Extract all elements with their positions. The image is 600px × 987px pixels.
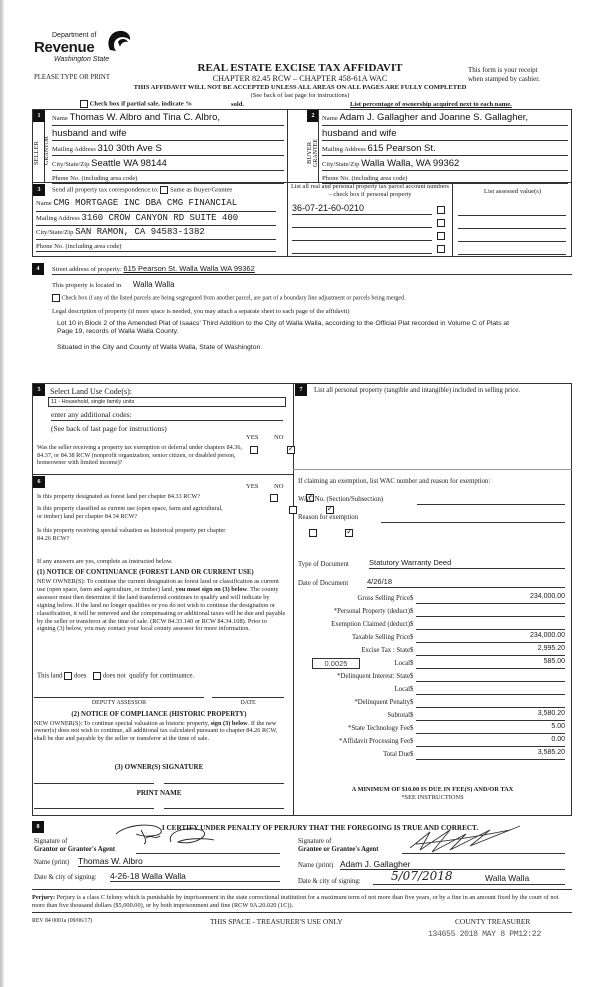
legal-description-1[interactable]: Lot 10 in Block 2 of the Amended Plat of Isaacs' Third Addition to the City of Walla Walla, according to the Official Plat recorded in Volume C of Plats at Page 19, records of Walla Walla County. xyxy=(57,320,510,335)
legal-description-2[interactable]: Situated in the City and County of Walla Walla, State of Washington. xyxy=(57,344,263,351)
dor-logo xyxy=(34,28,134,68)
parcel-list xyxy=(292,203,448,255)
amount-row: Taxable Selling Price $ 234,000.00 xyxy=(351,632,565,641)
seller-fields: Name Thomas W. Albro and Tina C. Albro, husband and wife Mailing Address 310 30th Ave S City/State/Zip Seattle WA 98144 Phone No. (including area code) xyxy=(52,112,284,184)
receipt-note-1: This form is your receipt xyxy=(468,66,538,74)
delinquent-interest-local[interactable] xyxy=(416,684,565,695)
logo-line2: Revenue xyxy=(34,39,95,56)
exemption-claimed-deduct[interactable] xyxy=(416,619,565,630)
parcel-row xyxy=(292,242,448,255)
grantee-signature-field[interactable] xyxy=(402,836,565,854)
buyer-city[interactable]: Walla Walla, WA 99362 xyxy=(361,158,460,169)
form-warning: THIS AFFIDAVIT WILL NOT BE ACCEPTED UNLESS ALL AREAS ON ALL PAGES ARE FULLY COMPLETED xyxy=(133,84,467,91)
sold-label: sold. xyxy=(231,101,245,108)
owner-signature-label: (3) OWNER(S) SIGNATURE xyxy=(114,763,204,771)
grantor-sig-label: Signature of Grantor or Grantor's Agent xyxy=(34,838,116,853)
located-row: This property is located in Walla Walla xyxy=(52,280,175,289)
certify-statement: I CERTIFY UNDER PENALTY OF PERJURY THAT THE FOREGOING IS TRUE AND CORRECT. xyxy=(161,824,479,832)
parcels-header: List all real and personal property tax parcel account numbers – check box if personal property xyxy=(290,183,450,198)
print-name-line-1[interactable] xyxy=(34,803,154,809)
grantor-name[interactable]: Thomas W. Albro xyxy=(78,856,280,867)
personal-property-deduct[interactable] xyxy=(416,606,565,617)
personal-property-checkbox[interactable] xyxy=(437,219,445,227)
segregated-checkbox[interactable] xyxy=(52,294,60,302)
land-use-see-back: (See back of last page for instructions) xyxy=(51,424,167,433)
grantee-date[interactable]: 5/07/2018 xyxy=(391,869,453,883)
amount-row: Total Due $ 3,585.20 xyxy=(383,749,565,758)
personal-property-label: List all personal property (tangible and intangible) included in selling price. xyxy=(314,387,520,394)
assessed-value[interactable] xyxy=(458,229,566,242)
cashier-stamp: 134655 2018 MAY 8 PM12:22 xyxy=(428,930,541,939)
amount-row: *Delinquent Penalty $ xyxy=(298,697,570,710)
street-address[interactable]: 615 Pearson St. Walla Walla WA 99362 xyxy=(123,264,255,273)
taxable-selling-price[interactable]: 234,000.00 xyxy=(416,632,565,643)
section-8-number: 8 xyxy=(32,821,44,833)
amount-row: *Personal Property (deduct) $ xyxy=(298,606,570,619)
delinquent-interest-state[interactable] xyxy=(416,671,565,682)
date-label: DATE xyxy=(240,700,256,706)
seller-name-1[interactable]: Thomas W. Albro and Tina C. Albro, xyxy=(69,112,220,123)
continuance-row: This land does does not qualify for continuance. xyxy=(37,672,195,680)
notice-2-text: NEW OWNER(S): To continue special valuation as historic property, sign (3) below. If the new owner(s) does not wish to continue, all additional tax calculated pursuant to chapter 84.26 RCW, shall be due and payable by the seller or transferor at the time of sale. xyxy=(34,720,278,742)
correspondence-fields: Name CMG MORTGAGE INC DBA CMG FINANCIAL Mailing Address 3160 CROW CANYON RD SUITE 400 City/State/Zip SAN RAMON, CA 94583-1382 Phone No. (including area code) xyxy=(36,198,276,252)
perjury-notice: Perjury: Perjury is a class C felony which is punishable by imprisonment in the state correctional institution for a maximum term of not more than five years, or by a fine in an amount fixed by the court of not more than five thousand dollars ($5,000.00), or by both imprisonment and fine (RCW 9A.20.020 (1C)). xyxy=(32,894,559,909)
no-header: NO xyxy=(274,434,284,441)
personal-property-checkbox[interactable] xyxy=(437,232,445,240)
amount-row: Local $ xyxy=(298,684,570,697)
total-due[interactable]: 3,585.20 xyxy=(416,749,565,760)
buyer-phone[interactable]: Phone No. (including area code) xyxy=(322,175,408,182)
seller-phone[interactable]: Phone No. (including area code) xyxy=(52,175,138,182)
section-1-number: 1 xyxy=(33,110,45,122)
assessed-value[interactable] xyxy=(458,242,566,255)
percentage-note: List percentage of ownership acquired next to each name. xyxy=(350,101,512,108)
excise-tax-state[interactable]: 2,995.20 xyxy=(416,645,565,656)
doc-date-label: Date of Document xyxy=(298,580,349,587)
notice-1-title: (1) NOTICE OF CONTINUANCE (FOREST LAND OR CURRENT USE) xyxy=(37,569,254,576)
affidavit-processing-fee[interactable]: 0.00 xyxy=(416,736,565,747)
section-3-number: 3 xyxy=(33,184,45,196)
notice-1-text: NEW OWNER(S): To continue the current designation as forest land or classification as current use (open space, farm and agriculture, or timber) land, you must sign on (3) below. The county assessor must then determine if the land transferred continues to qualify and will indicate by signing below. If the land no longer qualifies or you do not wish to continue the designation or classification, it will be removed and the compensating or additional taxes will be due and payable by the seller or transferor at the time of sale. (RCW 84.33.140 or RCW 84.34.108). Prior to signing (3) below, you may contact your local county assessor for more information. xyxy=(37,578,286,633)
grantee-date-city-row xyxy=(373,869,565,885)
land-use-code-select[interactable]: 11 - Household, single family units xyxy=(48,397,286,407)
land-use-title: Select Land Use Code(s): xyxy=(50,387,132,396)
section-6-number: 6 xyxy=(33,476,45,488)
amount-row: Exemption Claimed (deduct) $ xyxy=(298,619,570,632)
deputy-assessor-label: DEPUTY ASSESSOR xyxy=(91,700,147,706)
see-instructions: *SEE INSTRUCTIONS xyxy=(401,794,464,801)
same-as-buyer-checkbox[interactable] xyxy=(160,186,168,194)
buyer-side-label: BUYER xyxy=(306,141,313,165)
grantee-sig-label: Signature of Grantee or Grantee's Agent xyxy=(298,838,379,853)
reason-label: Reason for exemption xyxy=(298,514,359,521)
form-title: REAL ESTATE EXCISE TAX AFFIDAVIT xyxy=(197,62,403,74)
assessed-value[interactable] xyxy=(458,216,566,229)
assessed-value[interactable] xyxy=(458,203,566,216)
county-treasurer: COUNTY TREASURER xyxy=(455,917,531,926)
buyer-fields: Name Adam J. Gallagher and Joanne S. Gallagher, husband and wife Mailing Address 615 Pearson St. City/State/Zip Walla Walla, WA 99362 Phone No. (including area code) xyxy=(322,112,568,184)
correspondence-city[interactable]: SAN RAMON, CA 94583-1382 xyxy=(75,227,205,237)
section-4-number: 4 xyxy=(32,263,44,275)
yes-header: YES xyxy=(246,434,259,441)
please-type: PLEASE TYPE OR PRINT xyxy=(34,74,110,81)
grantor-side-label: GRANTOR xyxy=(44,136,50,166)
correspondence-phone[interactable]: Phone No. (including area code) xyxy=(36,243,122,250)
exemption-no-checkbox[interactable] xyxy=(287,446,295,454)
exemption-question: Was the seller receiving a property tax exemption or deferral under chapters 84.36, 84.37, or 84.38 RCW (nonprofit organization, senior citizen, or disabled person, homeowner with limited income)? xyxy=(37,444,242,466)
state-technology-fee[interactable]: 5.00 xyxy=(416,723,565,734)
yes-header-6: YES xyxy=(246,483,259,490)
exemption-intro: If claiming an exemption, list WAC number and reason for exemption: xyxy=(298,478,491,485)
personal-property-checkbox[interactable] xyxy=(437,245,445,253)
street-address-row: Street address of property: 615 Pearson St. Walla Walla WA 99362 xyxy=(52,264,572,275)
parcels-divider xyxy=(452,182,453,257)
grantee-side-label: GRANTEE xyxy=(313,139,319,167)
partial-sale: Check box if partial sale, indicate % xyxy=(80,100,192,108)
personal-property-checkbox[interactable] xyxy=(437,206,445,214)
deputy-assessor-line[interactable] xyxy=(34,690,204,698)
gross-selling-price[interactable]: 234,000.00 xyxy=(416,593,565,604)
parcel-number[interactable] xyxy=(292,229,432,241)
historic-question: Is this property receiving special valuation as historical property per chapter 84.26 RCW? xyxy=(37,527,226,542)
doc-type-label: Type of Document xyxy=(298,561,349,568)
amount-row: 0.0025 Local $ 585.00 xyxy=(298,658,570,671)
does-not-checkbox[interactable] xyxy=(93,672,101,680)
amounts-table xyxy=(298,593,570,762)
section-6-top xyxy=(32,474,293,475)
seller-name-2[interactable]: husband and wife xyxy=(52,128,127,139)
grantee-date-label: Date & city of signing: xyxy=(298,878,361,885)
does-checkbox[interactable] xyxy=(64,672,72,680)
parcel-row xyxy=(292,229,448,242)
seller-city[interactable]: Seattle WA 98144 xyxy=(91,158,167,169)
amount-row: *State Technology Fee $ 5.00 xyxy=(347,723,565,732)
no-header-6: NO xyxy=(274,483,284,490)
buyer-name-1[interactable]: Adam J. Gallagher and Joanne S. Gallagher, xyxy=(339,112,529,123)
excise-tax-local[interactable]: 585.00 xyxy=(416,658,565,669)
see-back-note: (See back of last page for instructions) xyxy=(250,92,350,99)
forest-question: Is this property designated as forest land per chapter 84.33 RCW? xyxy=(37,493,201,500)
legal-description-label: Legal description of property (if more space is needed, you may attach a separate sheet to each page of the affidavit) xyxy=(52,308,350,315)
grantor-date-city[interactable]: 4-26-18 Walla Walla xyxy=(110,871,280,882)
amount-row: *Delinquent Interest: State $ xyxy=(298,671,570,684)
if-yes-note: If any answers are yes, complete as instructed below. xyxy=(37,558,173,565)
parcel-row xyxy=(292,203,448,216)
wac-label: WAC No. (Section/Subsection) xyxy=(298,496,384,503)
assessor-date-line[interactable] xyxy=(212,690,284,698)
section-5-number: 5 xyxy=(33,384,45,396)
print-name-line-2[interactable] xyxy=(164,803,284,809)
footer-rule xyxy=(32,912,572,913)
grantor-name-label: Name (print) xyxy=(34,859,70,866)
doc-date-value[interactable]: 4/26/18 xyxy=(367,577,565,588)
grantor-signature-icon xyxy=(116,824,260,848)
current-use-question: Is this property classified as current use (open space, farm and agricultural, or timber) land per chapter 84.34 RCW? xyxy=(37,505,223,520)
grantee-name-label: Name (print) xyxy=(298,862,334,869)
form-number: REV 84 0001a (09/06/17) xyxy=(32,918,93,924)
local-rate-box[interactable]: 0.0025 xyxy=(312,658,360,669)
section-7-number: 7 xyxy=(295,384,307,396)
forest-yes-checkbox[interactable] xyxy=(270,494,278,502)
segregated-row: Check box if any of the listed parcels are being segregated from another parcel, are part of a boundary line adjustment or parcels being merged. xyxy=(52,294,406,302)
scan-edge xyxy=(0,0,4,987)
seller-side-label: SELLER xyxy=(33,141,40,165)
wac-input[interactable] xyxy=(417,496,565,505)
section-7-separator xyxy=(293,469,572,470)
grantee-city[interactable]: Walla Walla xyxy=(485,873,530,883)
owner-signature-line-1[interactable] xyxy=(34,778,154,784)
seller-mailing[interactable]: 310 30th Ave S xyxy=(97,143,162,154)
historic-no-checkbox[interactable] xyxy=(345,529,353,537)
parcel-number[interactable]: 36-07-21-60-0210 xyxy=(292,203,432,215)
grantee-signature-icon xyxy=(410,824,540,854)
receipt-note-2: when stamped by cashier. xyxy=(468,75,540,83)
subtotal[interactable]: 3,580.20 xyxy=(416,710,565,721)
doc-type-value[interactable]: Statutory Warranty Deed xyxy=(369,558,565,569)
minimum-note: A MINIMUM OF $10.00 IS DUE IN FEE(S) AND/OR TAX xyxy=(351,786,514,793)
buyer-mailing[interactable]: 615 Pearson St. xyxy=(367,143,436,154)
partial-sale-checkbox[interactable] xyxy=(80,100,88,108)
notice-2-title: (2) NOTICE OF COMPLIANCE (HISTORIC PROPERTY) xyxy=(71,711,247,718)
parcel-number[interactable] xyxy=(292,242,432,254)
section-8-bottom xyxy=(32,889,572,890)
delinquent-penalty[interactable] xyxy=(416,697,565,708)
grantee-name[interactable]: Adam J. Gallagher xyxy=(340,859,565,870)
amount-row: Gross Selling Price $ 234,000.00 xyxy=(357,593,565,602)
current-use-yes-checkbox[interactable] xyxy=(289,506,297,514)
section-2-number: 2 xyxy=(307,110,319,122)
logo-line1: Department of xyxy=(52,32,97,39)
additional-codes-row: enter any additional codes: xyxy=(51,410,283,421)
parcel-number[interactable] xyxy=(292,216,432,228)
owner-signature-line-2[interactable] xyxy=(164,778,284,784)
grantor-date-label: Date & city of signing: xyxy=(34,874,97,881)
exemption-yes-checkbox[interactable] xyxy=(250,446,258,454)
grantor-signature-field[interactable] xyxy=(136,836,280,854)
amount-row: Subtotal $ 3,580.20 xyxy=(387,710,565,719)
historic-yes-checkbox[interactable] xyxy=(309,529,317,537)
dor-swirl-logo-icon xyxy=(104,28,132,54)
logo-line3: Washington State xyxy=(54,56,110,63)
treasurer-use: THIS SPACE - TREASURER'S USE ONLY xyxy=(210,917,343,926)
send-correspondence: Send all property tax correspondence to: Same as Buyer/Grantee xyxy=(52,186,233,194)
correspondence-mailing[interactable]: 3160 CROW CANYON RD SUITE 400 xyxy=(81,213,239,223)
correspondence-name[interactable]: CMG MORTGAGE INC DBA CMG FINANCIAL xyxy=(53,198,238,208)
amount-row: *Affidavit Processing Fee $ 0.00 xyxy=(339,736,565,745)
amount-row: Excise Tax : State $ 2,995.20 xyxy=(361,645,565,654)
assessed-header: List assessed value(s) xyxy=(483,188,542,195)
print-name-label: PRINT NAME xyxy=(136,789,182,797)
reason-input[interactable] xyxy=(381,514,565,523)
form-chapter: CHAPTER 82.45 RCW – CHAPTER 458-61A WAC xyxy=(212,74,388,83)
located-in[interactable]: Walla Walla xyxy=(132,280,175,289)
parcel-row xyxy=(292,216,448,229)
assessed-list xyxy=(458,203,566,255)
buyer-name-2[interactable]: husband and wife xyxy=(322,128,397,139)
